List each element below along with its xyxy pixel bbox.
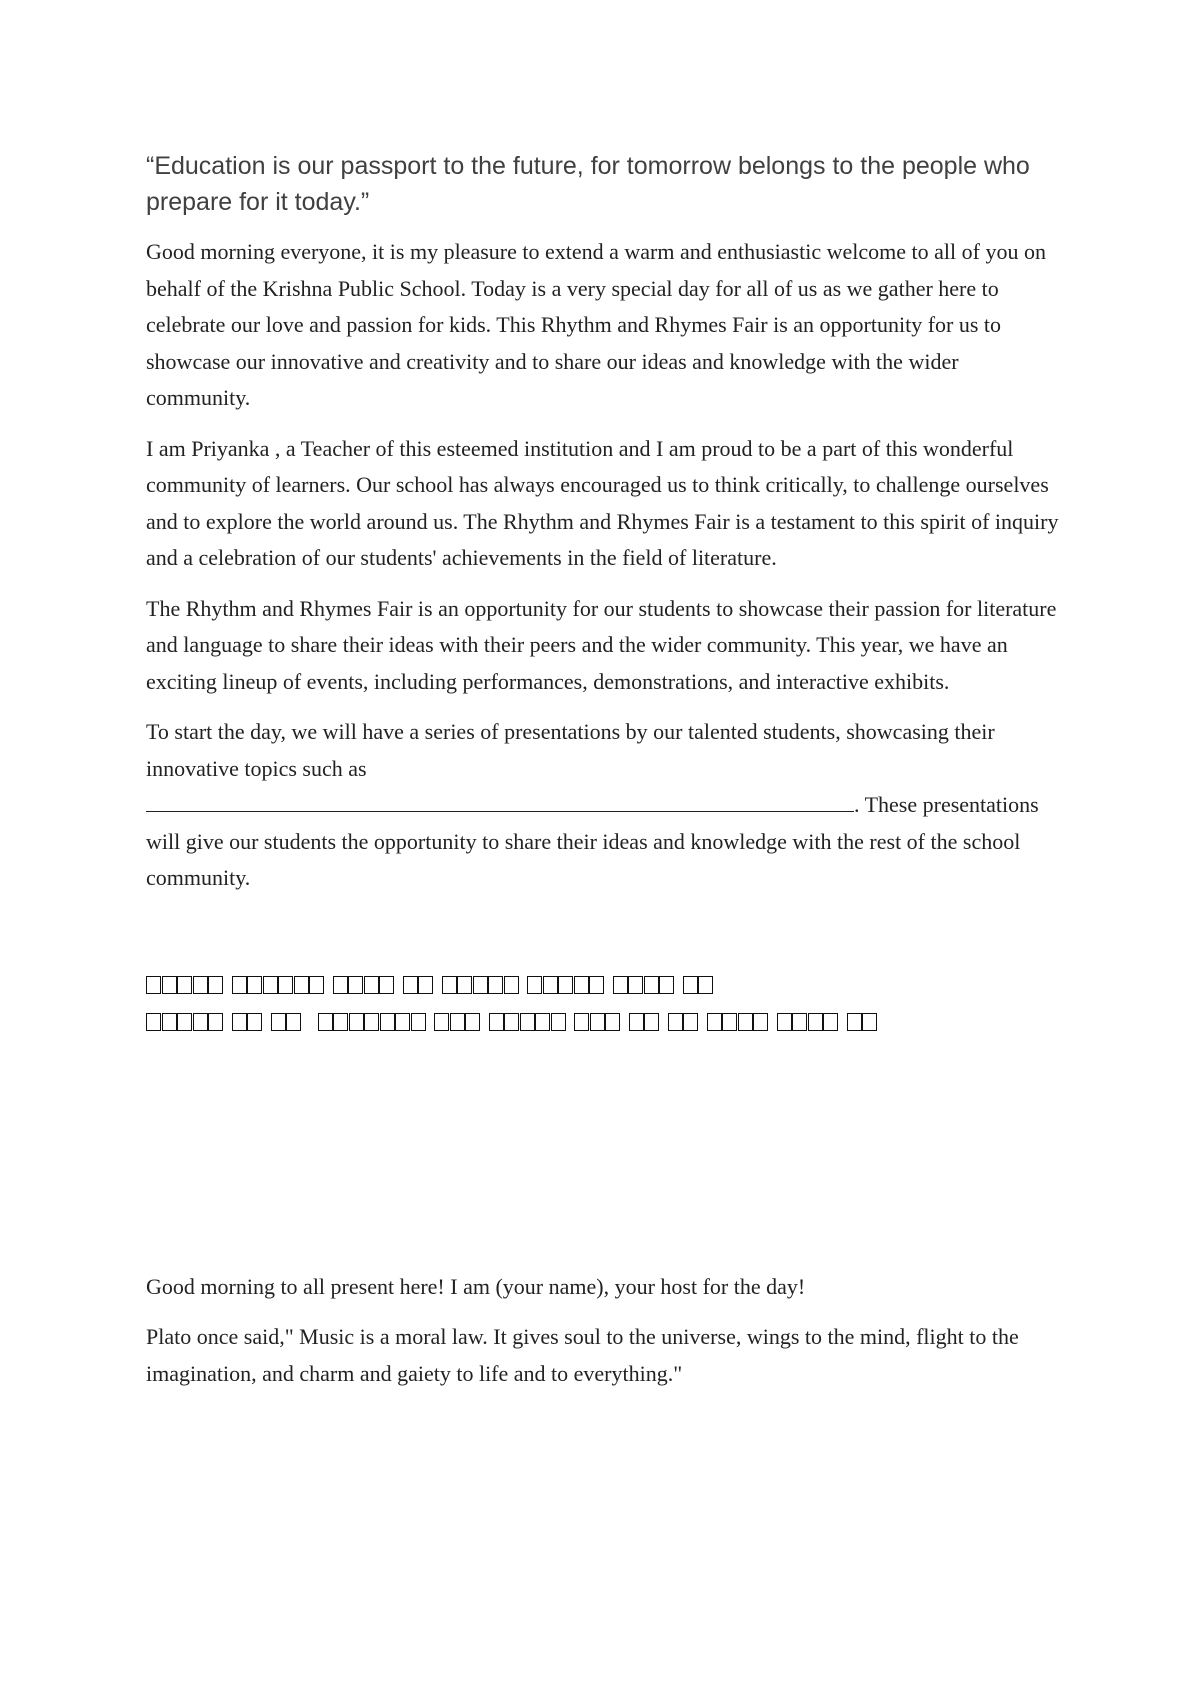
hindi-line-1 [146, 967, 1066, 1004]
host-section [146, 1269, 1066, 1393]
missing-glyph-box [465, 1013, 480, 1031]
missing-glyph-box [146, 976, 161, 994]
missing-glyph-box [792, 1013, 807, 1031]
presentations-text-before-blank: To start the day, we will have a series of presentations by our talented students, showcasing their innovative topics such as [146, 719, 995, 781]
missing-glyph-box [349, 1013, 364, 1031]
missing-glyph-box [232, 1013, 247, 1031]
missing-glyph-box [247, 1013, 262, 1031]
missing-glyph-box [847, 1013, 862, 1031]
missing-glyph-box [177, 976, 192, 994]
missing-glyph-box [589, 976, 604, 994]
missing-glyph-box [434, 1013, 449, 1031]
missing-glyph-box [753, 1013, 768, 1031]
missing-glyph-box [551, 1013, 566, 1031]
missing-glyph-box [162, 976, 177, 994]
unrendered-hindi-text [146, 967, 1066, 1041]
fair-paragraph: The Rhythm and Rhymes Fair is an opportunity for our students to showcase their passion for literature and language to share their ideas with their peers and the wider community. This year, we have an exciting lineup of events, including performances, demonstrations, and interactive exhibits. [146, 595, 1057, 694]
missing-glyph-box [208, 976, 223, 994]
missing-glyph-box [403, 976, 418, 994]
missing-glyph-box [442, 976, 457, 994]
missing-glyph-box [418, 976, 433, 994]
missing-glyph-box [683, 1013, 698, 1031]
missing-glyph-box [278, 976, 293, 994]
missing-glyph-box [232, 976, 247, 994]
missing-glyph-box [823, 1013, 838, 1031]
missing-glyph-box [777, 1013, 792, 1031]
missing-glyph-box [722, 1013, 737, 1031]
missing-glyph-box [473, 976, 488, 994]
missing-glyph-box [271, 1013, 286, 1031]
missing-glyph-box [162, 1013, 177, 1031]
missing-glyph-box [738, 1013, 753, 1031]
host-greeting: Good morning to all present here! I am (your name), your host for the day! [146, 1273, 806, 1299]
missing-glyph-box [318, 1013, 333, 1031]
missing-glyph-box [286, 1013, 301, 1031]
missing-glyph-box [504, 976, 519, 994]
missing-glyph-box [450, 1013, 465, 1031]
missing-glyph-box [668, 1013, 683, 1031]
missing-glyph-box [558, 976, 573, 994]
missing-glyph-box [247, 976, 262, 994]
missing-glyph-box [543, 976, 558, 994]
missing-glyph-box [333, 976, 348, 994]
missing-glyph-box [644, 1013, 659, 1031]
missing-glyph-box [574, 1013, 589, 1031]
missing-glyph-box [574, 976, 589, 994]
missing-glyph-box [380, 1013, 395, 1031]
missing-glyph-box [504, 1013, 519, 1031]
fill-in-blank-line [146, 789, 854, 812]
missing-glyph-box [193, 976, 208, 994]
presentations-paragraph [146, 714, 1066, 897]
missing-glyph-box [457, 976, 472, 994]
missing-glyph-box [411, 1013, 426, 1031]
missing-glyph-box [613, 976, 628, 994]
missing-glyph-box [629, 1013, 644, 1031]
introduction-paragraph: I am Priyanka , a Teacher of this esteemed institution and I am proud to be a part of this wonderful community of learners. Our school has always encouraged us to think critically, to challenge ourselves and to explore the world around us. The Rhythm and Rhymes Fair is a testament to this spirit of inquiry and a celebration of our students' achievements in the field of literature. [146, 435, 1059, 570]
missing-glyph-box [364, 976, 379, 994]
missing-glyph-box [808, 1013, 823, 1031]
missing-glyph-box [862, 1013, 877, 1031]
presentations-text-after-blank: . These presentations will give our students the opportunity to share their ideas and knowledge with the rest of the school community. [146, 792, 1039, 890]
missing-glyph-box [590, 1013, 605, 1031]
welcome-paragraph: Good morning everyone, it is my pleasure to extend a warm and enthusiastic welcome to all of you on behalf of the Krishna Public School. Today is a very special day for all of us as we gather here to celebrate our love and passion for kids. This Rhythm and Rhymes Fair is an opportunity for us to showcase our innovative and creativity and to share our ideas and knowledge with the wider community. [146, 239, 1046, 410]
missing-glyph-box [489, 1013, 504, 1031]
missing-glyph-box [348, 976, 363, 994]
document-body [146, 148, 1066, 1406]
missing-glyph-box [683, 976, 698, 994]
missing-glyph-box [605, 1013, 620, 1031]
plato-quote-paragraph: Plato once said," Music is a moral law. It gives soul to the universe, wings to the mind, flight to the imagination, and charm and gaiety to life and to everything." [146, 1324, 1019, 1386]
missing-glyph-box [294, 976, 309, 994]
missing-glyph-box [527, 976, 542, 994]
missing-glyph-box [395, 1013, 410, 1031]
missing-glyph-box [488, 976, 503, 994]
missing-glyph-box [263, 976, 278, 994]
missing-glyph-box [333, 1013, 348, 1031]
missing-glyph-box [520, 1013, 535, 1031]
missing-glyph-box [309, 976, 324, 994]
missing-glyph-box [193, 1013, 208, 1031]
missing-glyph-box [379, 976, 394, 994]
missing-glyph-box [707, 1013, 722, 1031]
missing-glyph-box [146, 1013, 161, 1031]
missing-glyph-box [628, 976, 643, 994]
missing-glyph-box [644, 976, 659, 994]
missing-glyph-box [698, 976, 713, 994]
missing-glyph-box [535, 1013, 550, 1031]
missing-glyph-box [177, 1013, 192, 1031]
missing-glyph-box [364, 1013, 379, 1031]
missing-glyph-box [659, 976, 674, 994]
opening-quote: “Education is our passport to the future, for tomorrow belongs to the people who prepare for it today.” [146, 152, 1030, 216]
hindi-line-2 [146, 1004, 1066, 1041]
missing-glyph-box [208, 1013, 223, 1031]
